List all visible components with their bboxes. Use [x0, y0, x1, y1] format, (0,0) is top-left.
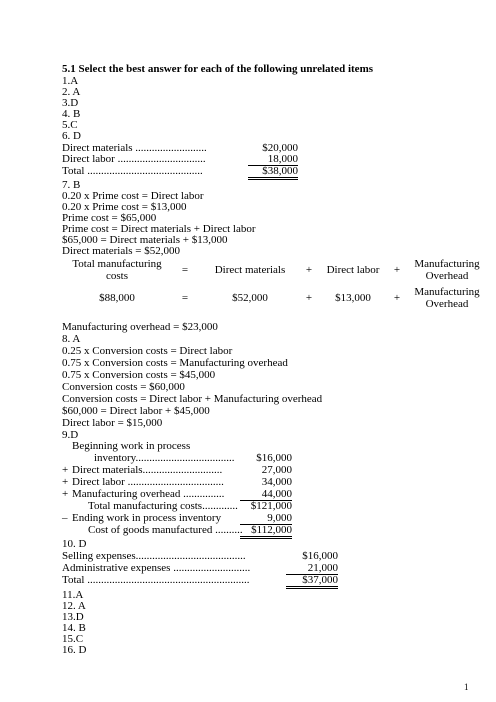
- row-label: Ending work in process inventory: [72, 512, 222, 524]
- row-label: inventory....................................: [94, 452, 235, 464]
- row-label: Administrative expenses ............................: [62, 562, 251, 574]
- row-value: $112,000: [240, 524, 292, 539]
- answer-9: 9.D: [62, 429, 79, 441]
- eq2-plus: +: [393, 292, 401, 304]
- page-number: 1: [464, 682, 469, 692]
- row-value: 44,000: [240, 488, 292, 501]
- answer-7: 7. B: [62, 179, 81, 191]
- answer-8: 8. A: [62, 333, 81, 345]
- q9-row: [62, 524, 292, 536]
- eq1-plus: +: [393, 264, 401, 276]
- row-value: $16,000: [256, 452, 292, 464]
- q7-line: 0.20 x Prime cost = Direct labor: [62, 190, 204, 202]
- eq1-plus: +: [305, 264, 313, 276]
- eq2-mfg-overhead: Manufacturing Overhead: [414, 286, 480, 310]
- row-sign: +: [62, 488, 69, 500]
- row-label: Total ..........................................: [62, 165, 203, 177]
- q7-line: $65,000 = Direct materials + $13,000: [62, 234, 228, 246]
- answer-15: 15.C: [62, 633, 84, 645]
- q8-line: Direct labor = $15,000: [62, 417, 163, 429]
- row-value: 27,000: [261, 464, 292, 476]
- q7-line: 0.20 x Prime cost = $13,000: [62, 201, 187, 213]
- row-label: Total manufacturing costs.............: [88, 500, 238, 512]
- q6-row-total: [62, 165, 302, 177]
- q6-row-labor: [62, 153, 302, 165]
- row-value: $38,000: [248, 165, 298, 180]
- row-label: Direct materials.............................: [72, 464, 223, 476]
- q7-line: Direct materials = $52,000: [62, 245, 181, 257]
- eq1-mfg-overhead: Manufacturing Overhead: [414, 258, 480, 282]
- row-sign: +: [62, 476, 69, 488]
- answer-2: 2. A: [62, 86, 81, 98]
- answer-3: 3.D: [62, 97, 79, 109]
- row-value: 21,000: [286, 562, 338, 575]
- row-label: Cost of goods manufactured ..........: [88, 524, 243, 536]
- eq1-direct-materials: Direct materials: [214, 264, 286, 276]
- eq2-equals: =: [181, 292, 189, 304]
- q9-row: [62, 440, 292, 452]
- row-value: $20,000: [262, 142, 298, 154]
- row-label: Manufacturing overhead ...............: [72, 488, 225, 500]
- answer-4: 4. B: [62, 108, 81, 120]
- eq2-total: $88,000: [99, 292, 135, 304]
- row-value: $121,000: [250, 500, 292, 512]
- answer-14: 14. B: [62, 622, 86, 634]
- q7-line: Prime cost = Direct materials + Direct labor: [62, 223, 256, 235]
- answer-13: 13.D: [62, 611, 84, 623]
- row-value: $16,000: [302, 550, 338, 562]
- answer-1: 1.A: [62, 75, 79, 87]
- eq2-direct-materials: $52,000: [232, 292, 268, 304]
- q9-row: [62, 452, 292, 464]
- q7-result: Manufacturing overhead = $23,000: [62, 321, 218, 333]
- eq1-total-mfg-costs: Total manufacturing costs: [72, 258, 162, 282]
- answer-12: 12. A: [62, 600, 86, 612]
- q7-line: Prime cost = $65,000: [62, 212, 157, 224]
- q8-line: Conversion costs = Direct labor + Manufacturing overhead: [62, 393, 323, 405]
- row-label: Selling expenses........................................: [62, 550, 246, 562]
- row-label: Total ...........................................................: [62, 574, 250, 586]
- q8-line: Conversion costs = $60,000: [62, 381, 185, 393]
- row-sign: +: [62, 464, 69, 476]
- answer-11: 11.A: [62, 589, 84, 601]
- eq1-equals: =: [181, 264, 189, 276]
- row-label: Beginning work in process: [72, 440, 191, 452]
- row-value: 34,000: [261, 476, 292, 488]
- q9-row: [62, 476, 292, 488]
- answer-16: 16. D: [62, 644, 87, 656]
- q8-line: $60,000 = Direct labor + $45,000: [62, 405, 210, 417]
- row-sign: –: [62, 512, 68, 524]
- eq2-plus: +: [305, 292, 313, 304]
- answer-10: 10. D: [62, 538, 87, 550]
- section-heading: 5.1 Select the best answer for each of the following unrelated items: [62, 63, 374, 75]
- q10-row-selling: [62, 550, 338, 562]
- q9-row: [62, 488, 292, 500]
- row-label: Direct labor ...................................: [72, 476, 224, 488]
- q8-line: 0.25 x Conversion costs = Direct labor: [62, 345, 233, 357]
- row-label: Direct labor ................................: [62, 153, 206, 165]
- row-value: 18,000: [248, 153, 298, 166]
- eq2-direct-labor: $13,000: [335, 292, 371, 304]
- q10-row-admin: [62, 562, 338, 574]
- answer-5: 5.C: [62, 119, 78, 131]
- eq1-direct-labor: Direct labor: [326, 264, 380, 276]
- row-label: Direct materials ..........................: [62, 142, 207, 154]
- row-value: 9,000: [240, 512, 292, 525]
- q10-row-total: [62, 574, 338, 586]
- answer-6: 6. D: [62, 130, 81, 142]
- q8-line: 0.75 x Conversion costs = Manufacturing overhead: [62, 357, 288, 369]
- q9-row: [62, 500, 292, 512]
- q9-row: [62, 464, 292, 476]
- q9-row: [62, 512, 292, 524]
- row-value: $37,000: [286, 574, 338, 589]
- q8-line: 0.75 x Conversion costs = $45,000: [62, 369, 216, 381]
